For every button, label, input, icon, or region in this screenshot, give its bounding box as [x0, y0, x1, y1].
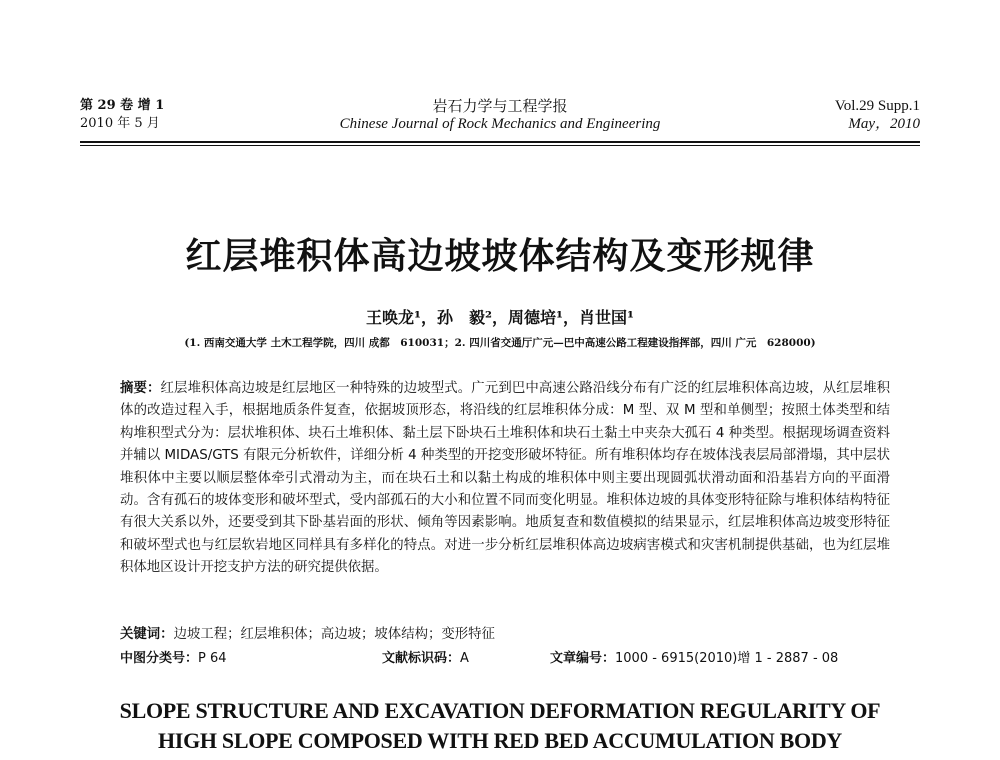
publication-date-en: May，2010 — [848, 116, 920, 132]
journal-name — [250, 97, 750, 133]
abstract — [120, 378, 890, 580]
classification-number — [120, 648, 227, 670]
abstract-text: 红层堆积体高边坡是红层地区一种特殊的边坡型式。广元到巴中高速公路沿线分布有广泛的红层堆积体高边坡，从红层堆积体的改造过程入手，根据地质条件复查，依据坡顶形态，将沿线的红层堆积体分成：M 型、双 M 型和单侧型；按照土体类型和结构堆积型式分为：层状堆积体、块石土堆积体、黏土层下卧块石土堆积体和块石土黏土中夹杂大孤石 4 种类型。根据现场调查资料并辅以 MIDAS/GTS 有限元分析软件，详细分析 4 种类型的开挖变形破坏特征。所有堆积体均存在坡体浅表层局部滑塌，其中层状堆积体中主要以顺层整体牵引式滑动为主，而在块石土和以黏土构成的堆积体中则主要出现圆弧状滑动面和沿基岩方向的平面滑动。含有孤石的坡体变形和破坏型式，受内部孤石的大小和位置不同而变化明显。堆积体边坡的具体变形特征除与堆积体结构特征有很大关系以外，还要受到其下卧基岩面的形状、倾角等因素影响。地质复查和数值模拟的结果显示，红层堆积体高边坡变形特征和破坏型式也与红层软岩地区同样具有多样化的特点。对进一步分析红层堆积体高边坡病害模式和灾害机制提供基础，也为红层堆积体地区设计开挖支护方法的研究提供依据。 — [120, 381, 891, 576]
document-code-label: 文献标识码： — [382, 651, 461, 666]
document-code — [382, 648, 469, 670]
volume-issue: 第 29 卷 增 1 — [80, 98, 165, 113]
publication-date-cn: 2010 年 5 月 — [80, 116, 160, 131]
article-number — [550, 648, 838, 670]
document-code-value: A — [460, 651, 469, 666]
journal-volume-info — [80, 97, 164, 133]
article-number-label: 文章编号： — [550, 651, 616, 666]
classification-label: 中图分类号： — [120, 651, 199, 666]
english-title — [60, 696, 940, 756]
affiliations: (1. 西南交通大学 土木工程学院，四川 成都 610031；2. 四川省交通厅广元—巴中高速公路工程建设指挥部，四川 广元 628000) — [184, 337, 816, 349]
abstract-label: 摘要： — [120, 381, 161, 396]
journal-name-cn: 岩石力学与工程学报 — [432, 97, 568, 115]
volume-supp-en: Vol.29 Supp.1 — [834, 98, 920, 114]
journal-volume-info-en — [835, 97, 920, 133]
header-rule-thin — [80, 145, 920, 146]
classification-value: P 64 — [198, 651, 227, 666]
article-number-value: 1000 - 6915(2010)增 1 - 2887 - 08 — [615, 651, 839, 666]
keywords — [120, 624, 890, 646]
keywords-label: 关键词： — [120, 627, 174, 642]
english-title-line1: SLOPE STRUCTURE AND EXCAVATION DEFORMATION REGULARITY OF — [119, 698, 881, 723]
header-rule-thick — [80, 141, 920, 143]
keywords-text: 边坡工程；红层堆积体；高边坡；坡体结构；变形特征 — [173, 627, 495, 642]
journal-name-en: Chinese Journal of Rock Mechanics and Engineering — [339, 116, 661, 132]
english-title-line2: HIGH SLOPE COMPOSED WITH RED BED ACCUMULATION BODY — [158, 728, 842, 753]
author-list: 王唤龙¹，孙 毅²，周德培¹，肖世国¹ — [365, 308, 635, 327]
paper-title: 红层堆积体高边坡坡体结构及变形规律 — [185, 236, 815, 277]
